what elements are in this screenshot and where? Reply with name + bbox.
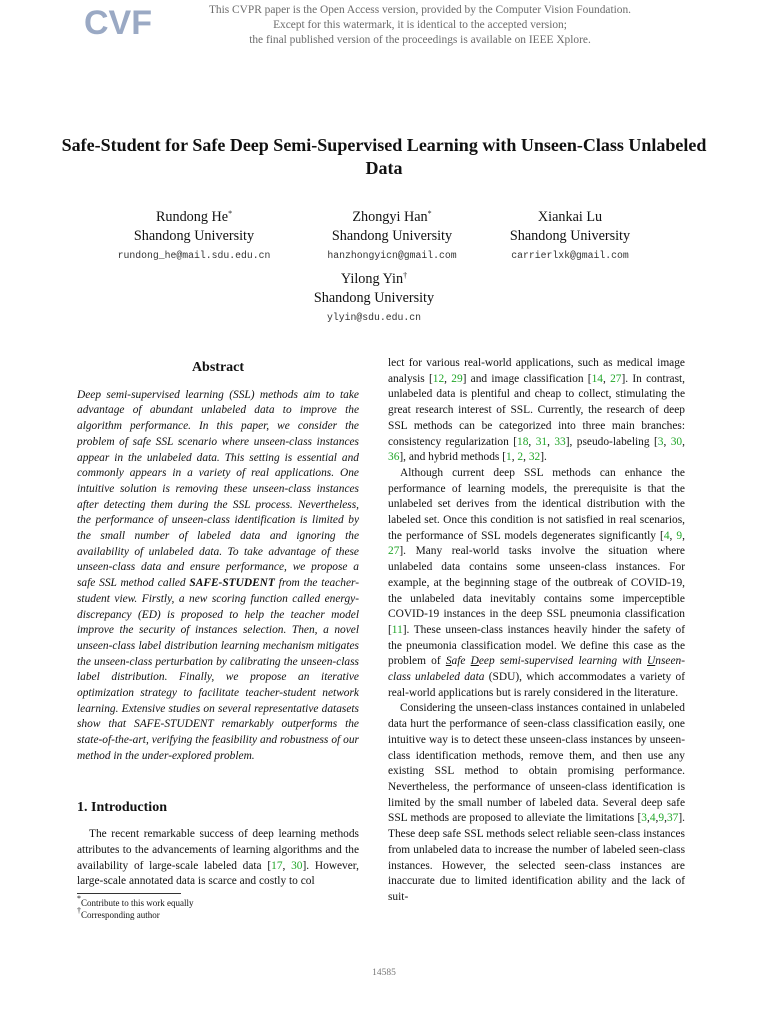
author-email: rundong_he@mail.sdu.edu.cn (117, 250, 271, 261)
method-name: SAFE-STUDENT (189, 577, 275, 590)
abstract-heading: Abstract (191, 360, 245, 375)
abstract-text: Deep semi-supervised learning (SSL) methods aim to take advantage of abundant unlabeled data to improve the algorithm performance. In this paper, we consider the problem of safe SSL scenario where unseen-class instances appear in the unlabeled data. This setting is essential and commonly appears in a variety of real applications. One intuitive solution is removing these unseen-class instances after detecting them during the SSL process. Nevertheless, the performance of unseen-class identification is limited by the small number of labeled data and ignoring the availability of unlabeled data. To take advantage of these unseen-class data and ensure performance, we propose a safe SSL method called SAFE-STUDENT from the teacher-student view. Firstly, a new scoring function called energy-discrepancy (ED) is proposed to help the teacher model improve the security of instances selection. Then, a novel unseen-class label distribution learning mechanism mitigates the unseen-class perturbation by calibrating the unseen-class label distribution. Finally, we propose an iterative optimization strategy to facilitate teacher-student network learning. Extensive studies on several representative datasets show that SAFE-STUDENT remarkably outperforms the state-of-the-art, verifying the feasibility and robustness of our method in the under-explored problem. (77, 388, 359, 762)
paragraph-text: ], pseudo-labeling [ (565, 435, 658, 448)
author-affiliation: Shandong University (133, 228, 255, 244)
paragraph-text: , (282, 859, 292, 872)
cvf-logo (84, 4, 152, 42)
citation-link[interactable]: 31 (535, 435, 548, 448)
open-access-watermark (150, 3, 690, 48)
paragraph-text: , (655, 812, 659, 825)
citation-link[interactable]: 4 (649, 812, 656, 825)
right-column (388, 356, 685, 906)
paragraph-text: ]. These deep safe SSL methods select reliable seen-class instances from unlabeled data to increase the number of labeled seen-class instances. However, the selected seen-class instances are inaccurate due to limited identification ability and the lack of suit- (388, 812, 685, 903)
citation-link[interactable]: 3 (657, 435, 664, 448)
author-email: carrierlxk@gmail.com (511, 250, 629, 261)
author-email: hanzhongyicn@gmail.com (327, 250, 457, 261)
author-block (84, 208, 304, 266)
paragraph-text: , (682, 435, 685, 448)
intro-paragraph: Although current deep SSL methods can enhance the performance of learning models, the prerequisite is that the unlabeled set derives from the identical distribution with the labeled set. Once this condition is not satisfied in real scenarios, the performance of SSL models degenerates significantly [4, 9, 27]. Many real-world tasks involve the situation where unlabeled data contains some unseen-class instances. For example, at the beginning stage of the outbreak of COVID-19, the unlabeled data inevitably contains some imperceptible COVID-19 instances in the deep SSL pneumonia classification [11]. These unseen-class instances heavily hinder the safety of the pneumonia classification model. We define this case as the problem of Safe Deep semi-supervised learning with Unseen-class unlabeled data (SDU), which accommodates a variety of real-world applications but is rarely considered in the literature. (388, 466, 685, 699)
sdu-definition: Safe Deep semi-supervised learning with Unseen-class unlabeled data (388, 655, 685, 684)
cvf-logo-text: CVF (84, 4, 152, 42)
citation-link[interactable]: 1 (506, 451, 512, 464)
watermark-line: This CVPR paper is the Open Access version, provided by the Computer Vision Foundation. (208, 4, 632, 16)
citation-link[interactable]: 33 (554, 435, 566, 448)
author-name: Xiankai Lu (537, 209, 603, 225)
author-affiliation: Shandong University (313, 290, 435, 306)
paragraph-text: , (444, 372, 452, 385)
paragraph-text: , (682, 529, 685, 542)
footnotes (77, 893, 359, 921)
citation-link[interactable]: 30 (670, 435, 683, 448)
author-mark: * (228, 209, 233, 218)
footnote: *Contribute to this work equally (77, 894, 194, 908)
paragraph-text: , (669, 529, 677, 542)
paragraph-text: ]. These unseen-class instances heavily hinder the safety of the pneumonia classification model. We define this case as the problem of (388, 623, 685, 668)
citation-link[interactable]: 36 (388, 451, 400, 464)
paragraph-text: ] and image classification [ (462, 372, 592, 385)
footnote-rule (77, 893, 181, 894)
intro-paragraph (388, 701, 685, 905)
paragraph-text: , (663, 435, 671, 448)
citation-link[interactable]: 9 (676, 529, 683, 542)
citation-link[interactable]: 12 (432, 372, 445, 385)
paragraph-text: , (646, 812, 650, 825)
author-mark: † (403, 271, 408, 280)
author-affiliation: Shandong University (509, 228, 631, 244)
intro-paragraph (77, 827, 359, 890)
citation-link[interactable]: 11 (391, 623, 403, 636)
paragraph-text: , (523, 451, 529, 464)
watermark-line: the final published version of the proceedings is available on IEEE Xplore. (249, 34, 591, 46)
author-name: Rundong He (155, 209, 229, 225)
page-number: 14585 (372, 968, 396, 978)
citation-link[interactable]: 14 (591, 372, 603, 385)
citation-link[interactable]: 29 (451, 372, 463, 385)
paragraph-text: Considering the unseen-class instances contained in unlabeled data hurt the performance of seen-class classification easily, one intuitive way is to detect these unseen-class instances by unseen-class identification methods, remove them, and then use any existing SSL method to obtain promising performance. Nevertheless, the performance of unseen-class identification is limited by the small number of labeled data. Several deep safe SSL methods are proposed to alleviate the limitations [ (388, 702, 685, 825)
author-block (264, 270, 484, 328)
citation-link[interactable]: 30 (291, 859, 303, 872)
paragraph-text: Although current deep SSL methods can enhance the performance of learning models, the prerequisite is that the unlabeled set derives from the identical distribution with the labeled set. Once this condition is not satisfied in real scenarios, the performance of SSL models degenerates significantly [ (388, 466, 685, 542)
citation-link[interactable]: 37 (666, 812, 679, 825)
citation-link[interactable]: 3 (641, 812, 647, 825)
section-heading: 1. Introduction (77, 799, 167, 815)
paragraph-text: ]. Many real-world tasks involve the situation where unlabeled data contains some unseen-class instances. For example, at the beginning stage of the outbreak of COVID-19, the unlabeled data inevitably contains some imperceptible COVID-19 instances in the deep SSL pneumonia classification [ (388, 545, 685, 636)
citation-link[interactable]: 18 (517, 435, 529, 448)
author-name: Zhongyi Han (352, 209, 428, 225)
paragraph-text: ]. (540, 451, 547, 464)
citation-link[interactable]: 9 (658, 812, 665, 825)
author-mark: * (427, 209, 432, 218)
citation-link[interactable]: 4 (663, 529, 670, 542)
paragraph-text: , (547, 435, 555, 448)
paragraph-text: , (602, 372, 611, 385)
citation-link[interactable]: 17 (271, 859, 283, 872)
paper-title: Safe-Student for Safe Deep Semi-Supervised Learning with Unseen-Class Unlabeled Data (61, 135, 707, 178)
author-block (460, 208, 680, 266)
left-column (77, 356, 359, 890)
citation-link[interactable]: 27 (610, 372, 622, 385)
author-name: Yilong Yin (340, 271, 404, 287)
citation-link[interactable]: 32 (528, 451, 541, 464)
paragraph-text: lect for various real-world applications, such as medical image analysis [ (388, 357, 685, 385)
paragraph-text: , (664, 812, 667, 825)
paragraph-text: , (528, 435, 536, 448)
paragraph-text: , (511, 451, 518, 464)
intro-paragraph-continued (388, 356, 685, 466)
paragraph-text: ]. However, large-scale annotated data is scarce and costly to col (77, 859, 359, 888)
author-email: ylyin@sdu.edu.cn (326, 312, 422, 323)
paragraph-text: The recent remarkable success of deep learning methods attributes to the advancements of learning algorithms and the availability of large-scale labeled data [ (77, 828, 359, 872)
footnote: †Corresponding author (77, 906, 160, 920)
watermark-line: Except for this watermark, it is identical to the accepted version; (273, 19, 567, 31)
paragraph-text: ]. In contrast, unlabeled data is plentiful and cheap to collect, stimulating the great research interest of SSL. Currently, the research of deep SSL methods can be categorized into three main branches: consistency regularization [ (388, 372, 686, 448)
citation-link[interactable]: 2 (517, 451, 524, 464)
paragraph-text: ], and hybrid methods [ (399, 451, 506, 464)
citation-link[interactable]: 27 (388, 545, 400, 558)
author-affiliation: Shandong University (331, 228, 453, 244)
